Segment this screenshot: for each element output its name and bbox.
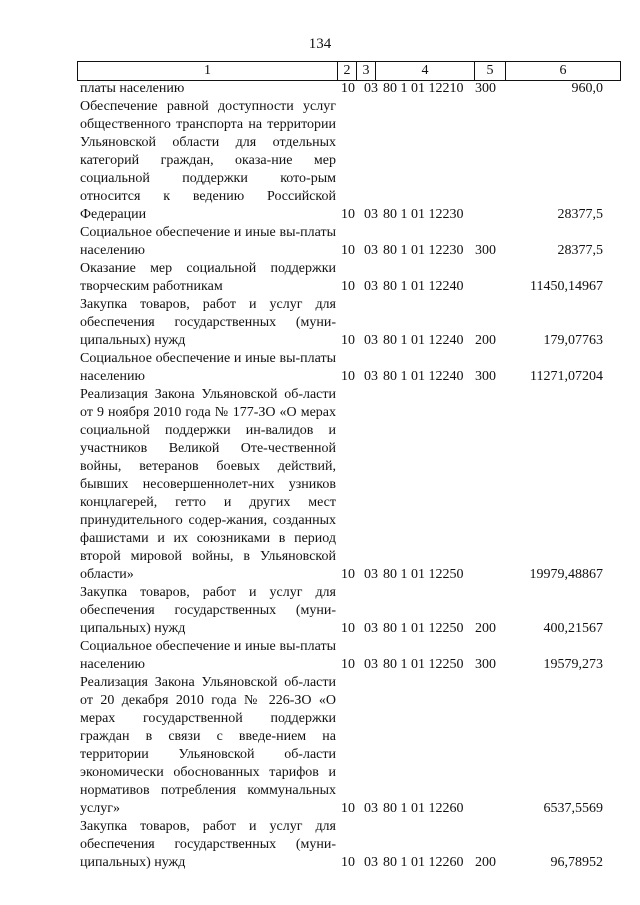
row-codes bbox=[77, 800, 617, 818]
row-description: Закупка товаров, работ и услуг для обеспечения государственных (муни-ципальных) нужд bbox=[80, 819, 336, 870]
table-row bbox=[77, 818, 617, 872]
table-row bbox=[77, 674, 617, 818]
row-codes bbox=[77, 206, 617, 224]
row-codes bbox=[77, 620, 617, 638]
target-article-code: 80 1 01 12230 bbox=[383, 207, 464, 222]
table-row bbox=[77, 638, 617, 674]
row-codes bbox=[77, 80, 617, 98]
section-code: 10 bbox=[341, 621, 355, 636]
row-codes bbox=[77, 332, 617, 350]
target-article-code: 80 1 01 12250 bbox=[383, 657, 464, 672]
row-codes bbox=[77, 854, 617, 872]
row-description: Реализация Закона Ульяновской об-ласти от 9 ноября 2010 года № 177-ЗО «О мерах социальной поддержки ин-валидов и участников Великой Оте-чественной войны, ветеранов боевых действий, бывших несовершеннолет-них узников концлагерей, гетто и других мест принудительного содер-жания, созданных фашистами и их союзниками в период второй мировой войны, в Ульяновской области» bbox=[80, 387, 336, 582]
section-code: 10 bbox=[341, 243, 355, 258]
target-article-code: 80 1 01 12230 bbox=[383, 243, 464, 258]
expense-type-code: 200 bbox=[475, 855, 496, 870]
header-col-6: 6 bbox=[506, 62, 621, 81]
section-code: 10 bbox=[341, 567, 355, 582]
expense-type-code: 300 bbox=[475, 369, 496, 384]
target-article-code: 80 1 01 12250 bbox=[383, 621, 464, 636]
subsection-code: 03 bbox=[364, 657, 378, 672]
target-article-code: 80 1 01 12240 bbox=[383, 279, 464, 294]
table-row bbox=[77, 584, 617, 638]
amount: 179,07763 bbox=[543, 333, 603, 348]
section-code: 10 bbox=[341, 207, 355, 222]
expense-type-code: 200 bbox=[475, 621, 496, 636]
amount: 960,0 bbox=[571, 81, 603, 96]
amount: 400,21567 bbox=[543, 621, 603, 636]
row-description: Закупка товаров, работ и услуг для обеспечения государственных (муни-ципальных) нужд bbox=[80, 297, 336, 348]
subsection-code: 03 bbox=[364, 81, 378, 96]
row-codes bbox=[77, 242, 617, 260]
table-row bbox=[77, 296, 617, 350]
row-description: Обеспечение равной доступности услуг общественного транспорта на территории Ульяновской области для отдельных категорий граждан, оказа-ние мер социальной поддержки кото-рым относится к ведению Российской Федерации bbox=[80, 99, 336, 222]
header-col-2: 2 bbox=[338, 62, 357, 81]
table-row bbox=[77, 260, 617, 296]
table-row bbox=[77, 386, 617, 584]
row-codes bbox=[77, 278, 617, 296]
section-code: 10 bbox=[341, 279, 355, 294]
target-article-code: 80 1 01 12210 bbox=[383, 81, 464, 96]
section-code: 10 bbox=[341, 657, 355, 672]
header-col-4: 4 bbox=[376, 62, 475, 81]
amount: 19579,273 bbox=[543, 657, 603, 672]
expense-type-code: 300 bbox=[475, 657, 496, 672]
header-col-1: 1 bbox=[78, 62, 338, 81]
target-article-code: 80 1 01 12260 bbox=[383, 801, 464, 816]
amount: 6537,5569 bbox=[543, 801, 603, 816]
row-description: платы населению bbox=[80, 81, 185, 96]
subsection-code: 03 bbox=[364, 567, 378, 582]
target-article-code: 80 1 01 12260 bbox=[383, 855, 464, 870]
table-row bbox=[77, 224, 617, 260]
section-code: 10 bbox=[341, 333, 355, 348]
amount: 19979,48867 bbox=[529, 567, 603, 582]
target-article-code: 80 1 01 12240 bbox=[383, 333, 464, 348]
target-article-code: 80 1 01 12240 bbox=[383, 369, 464, 384]
expense-type-code: 200 bbox=[475, 333, 496, 348]
table-row bbox=[77, 80, 617, 98]
table-row bbox=[77, 98, 617, 224]
section-code: 10 bbox=[341, 855, 355, 870]
row-codes bbox=[77, 656, 617, 674]
row-codes bbox=[77, 368, 617, 386]
expense-type-code: 300 bbox=[475, 243, 496, 258]
amount: 11450,14967 bbox=[530, 279, 603, 294]
row-description: Закупка товаров, работ и услуг для обеспечения государственных (муни-ципальных) нужд bbox=[80, 585, 336, 636]
target-article-code: 80 1 01 12250 bbox=[383, 567, 464, 582]
table-header bbox=[77, 61, 621, 81]
row-description: Социальное обеспечение и иные вы-платы населению bbox=[80, 225, 336, 258]
budget-table-body bbox=[77, 80, 617, 872]
subsection-code: 03 bbox=[364, 369, 378, 384]
table-row bbox=[77, 350, 617, 386]
subsection-code: 03 bbox=[364, 855, 378, 870]
section-code: 10 bbox=[341, 81, 355, 96]
row-description: Социальное обеспечение и иные вы-платы населению bbox=[80, 351, 336, 384]
page-number: 134 bbox=[308, 36, 332, 52]
subsection-code: 03 bbox=[364, 207, 378, 222]
subsection-code: 03 bbox=[364, 279, 378, 294]
header-col-3: 3 bbox=[357, 62, 376, 81]
row-codes bbox=[77, 566, 617, 584]
amount: 96,78952 bbox=[550, 855, 603, 870]
amount: 11271,07204 bbox=[530, 369, 603, 384]
subsection-code: 03 bbox=[364, 333, 378, 348]
row-description: Оказание мер социальной поддержки творческим работникам bbox=[80, 261, 336, 294]
header-col-5: 5 bbox=[475, 62, 506, 81]
row-description: Реализация Закона Ульяновской об-ласти от 20 декабря 2010 года № 226-ЗО «О мерах государственной поддержки граждан в связи с введе-нием на территории Ульяновской об-ласти экономически обоснованных тарифов и нормативов потребления коммунальных услуг» bbox=[80, 675, 336, 816]
subsection-code: 03 bbox=[364, 243, 378, 258]
subsection-code: 03 bbox=[364, 621, 378, 636]
amount: 28377,5 bbox=[557, 207, 603, 222]
section-code: 10 bbox=[341, 801, 355, 816]
row-description: Социальное обеспечение и иные вы-платы населению bbox=[80, 639, 336, 672]
section-code: 10 bbox=[341, 369, 355, 384]
amount: 28377,5 bbox=[557, 243, 603, 258]
subsection-code: 03 bbox=[364, 801, 378, 816]
expense-type-code: 300 bbox=[475, 81, 496, 96]
